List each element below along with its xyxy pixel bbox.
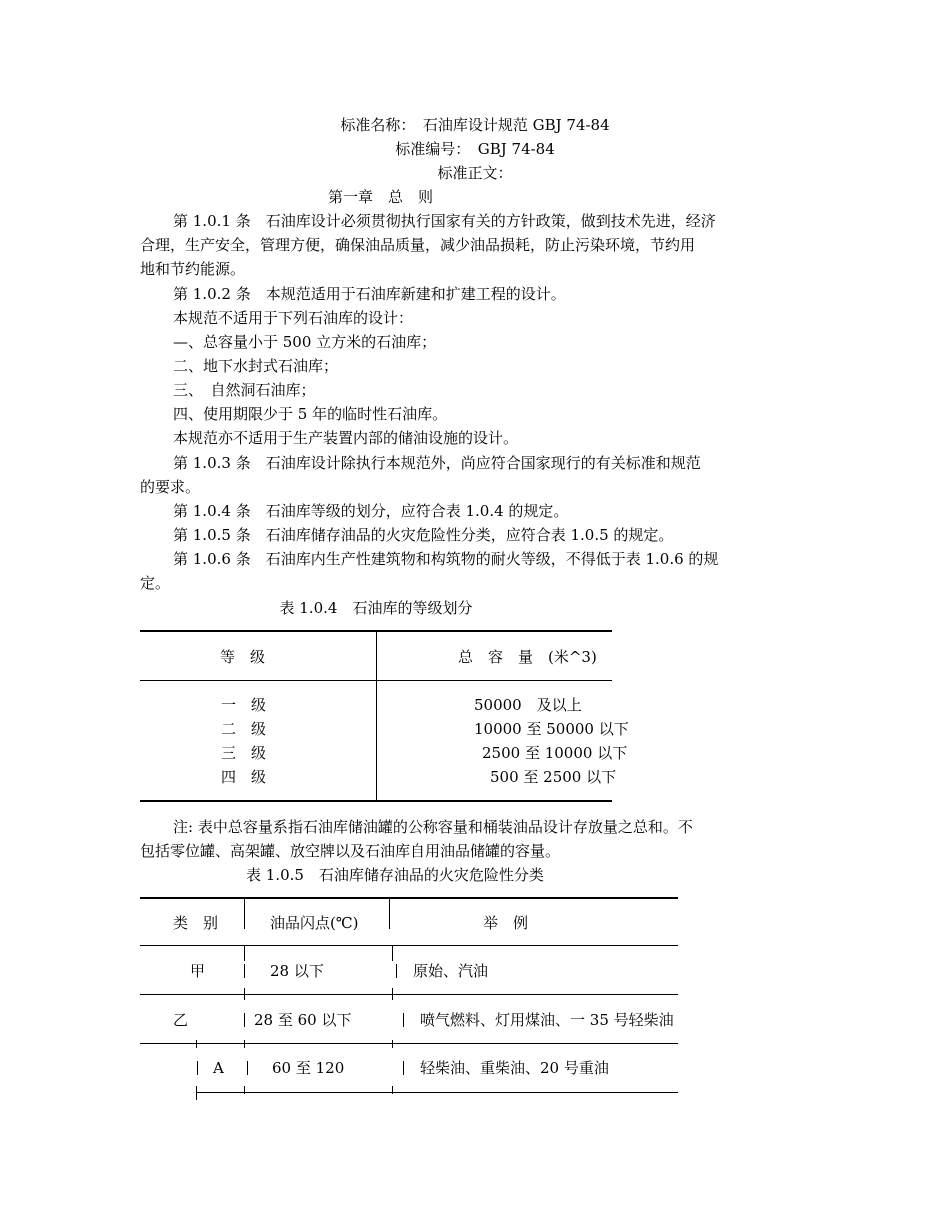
table-column-divider xyxy=(392,1086,393,1094)
table-column-divider xyxy=(197,1061,198,1075)
standard-code: 标准编号： GBJ 74-84 xyxy=(395,140,555,158)
clause-1-0-2: 第 1.0.2 条 本规范适用于石油库新建和扩建工程的设计。 xyxy=(173,285,566,303)
table-cell: A xyxy=(213,1059,224,1077)
standard-name: 标准名称： 石油库设计规范 GBJ 74-84 xyxy=(340,116,610,134)
table-column-divider xyxy=(196,1040,197,1048)
table-header-rule xyxy=(140,680,612,681)
clause-1-0-6-line2: 定。 xyxy=(140,574,171,592)
clause-1-0-3-line1: 第 1.0.3 条 石油库设计除执行本规范外，尚应符合国家现行的有关标准和规范 xyxy=(173,454,701,472)
table-cell: 乙 xyxy=(173,1011,189,1029)
table-cell: 三 级 xyxy=(221,744,267,762)
table-cell: 28 以下 xyxy=(270,962,324,980)
table-header-examples: 举 例 xyxy=(483,914,529,932)
table-cell: 28 至 60 以下 xyxy=(254,1011,352,1029)
table-1-0-4-caption: 表 1.0.4 石油库的等级划分 xyxy=(279,599,473,617)
table-column-divider xyxy=(376,630,377,802)
table-column-divider xyxy=(392,945,393,961)
table-header-capacity: 总 容 量 (米^3) xyxy=(458,648,597,666)
note-line2: 包括零位罐、高架罐、放空牌以及石油库自用油品储罐的容量。 xyxy=(140,842,561,860)
table-bottom-rule xyxy=(140,800,612,802)
table-top-rule xyxy=(140,897,678,899)
table-row-rule xyxy=(140,945,678,946)
clause-1-0-5: 第 1.0.5 条 石油库储存油品的火灾危险性分类，应符合表 1.0.5 的规定。 xyxy=(173,526,674,544)
table-cell: 50000 及以上 xyxy=(474,696,582,714)
table-column-divider xyxy=(244,897,245,929)
clause-1-0-4: 第 1.0.4 条 石油库等级的划分，应符合表 1.0.4 的规定。 xyxy=(173,502,569,520)
table-cell: 二 级 xyxy=(221,720,267,738)
table-column-divider xyxy=(244,964,245,978)
list-item: 二、地下水封式石油库； xyxy=(173,357,339,375)
table-column-divider xyxy=(403,1061,404,1075)
table-column-divider xyxy=(244,945,245,961)
table-cell: 一 级 xyxy=(221,696,267,714)
table-header-flash-point: 油品闪点(℃) xyxy=(270,914,359,932)
table-header-grade: 等 级 xyxy=(220,648,266,666)
table-column-divider xyxy=(392,988,393,1000)
table-column-divider xyxy=(244,1040,245,1048)
table-cell: 四 级 xyxy=(221,768,267,786)
table-cell: 10000 至 50000 以下 xyxy=(474,720,629,738)
table-column-divider xyxy=(244,988,245,1000)
clause-1-0-6-line1: 第 1.0.6 条 石油库内生产性建筑物和构筑物的耐火等级，不得低于表 1.0.6 的规 xyxy=(173,550,719,568)
table-cell: 60 至 120 xyxy=(272,1059,345,1077)
clause-1-0-1-line3: 地和节约能源。 xyxy=(140,260,246,278)
table-cell: 喷气燃料、灯用煤油、一 35 号轻柴油 xyxy=(420,1011,674,1029)
table-column-divider xyxy=(389,897,390,929)
table-column-divider xyxy=(247,1061,248,1075)
not-applicable-intro: 本规范不适用于下列石油库的设计： xyxy=(173,309,414,327)
clause-1-0-3-line2: 的要求。 xyxy=(140,478,201,496)
table-cell: 500 至 2500 以下 xyxy=(490,768,617,786)
table-column-divider xyxy=(403,1013,404,1027)
table-cell: 原始、汽油 xyxy=(413,962,489,980)
table-column-divider xyxy=(244,1086,245,1094)
table-header-category: 类 别 xyxy=(173,914,219,932)
table-column-divider xyxy=(392,1040,393,1048)
table-cell: 2500 至 10000 以下 xyxy=(482,744,628,762)
table-column-divider xyxy=(396,964,397,978)
also-not-applicable: 本规范亦不适用于生产装置内部的储油设施的设计。 xyxy=(173,429,519,447)
chapter-title: 第一章 总 则 xyxy=(328,188,434,206)
table-row-rule xyxy=(140,994,678,995)
table-row-rule xyxy=(140,1043,678,1044)
table-row-rule xyxy=(196,1092,678,1093)
table-column-divider xyxy=(244,1013,245,1027)
clause-1-0-1-line2: 合理，生产安全，管理方便，确保油品质量，减少油品损耗，防止污染环境，节约用 xyxy=(140,236,696,254)
list-item: 四、使用期限少于 5 年的临时性石油库。 xyxy=(173,405,448,423)
standard-body-label: 标准正文： xyxy=(437,164,513,182)
clause-1-0-1-line1: 第 1.0.1 条 石油库设计必须贯彻执行国家有关的方针政策，做到技术先进，经济 xyxy=(173,212,716,230)
table-cell: 甲 xyxy=(190,962,206,980)
list-item: —、总容量小于 500 立方米的石油库； xyxy=(173,333,437,351)
table-column-divider xyxy=(196,1086,197,1100)
list-item: 三、 自然洞石油库； xyxy=(173,381,316,399)
note-line1: 注: 表中总容量系指石油库储油罐的公称容量和桶装油品设计存放量之总和。不 xyxy=(173,818,693,836)
table-cell: 轻柴油、重柴油、20 号重油 xyxy=(420,1059,609,1077)
table-1-0-5-caption: 表 1.0.5 石油库储存油品的火灾危险性分类 xyxy=(246,866,544,884)
